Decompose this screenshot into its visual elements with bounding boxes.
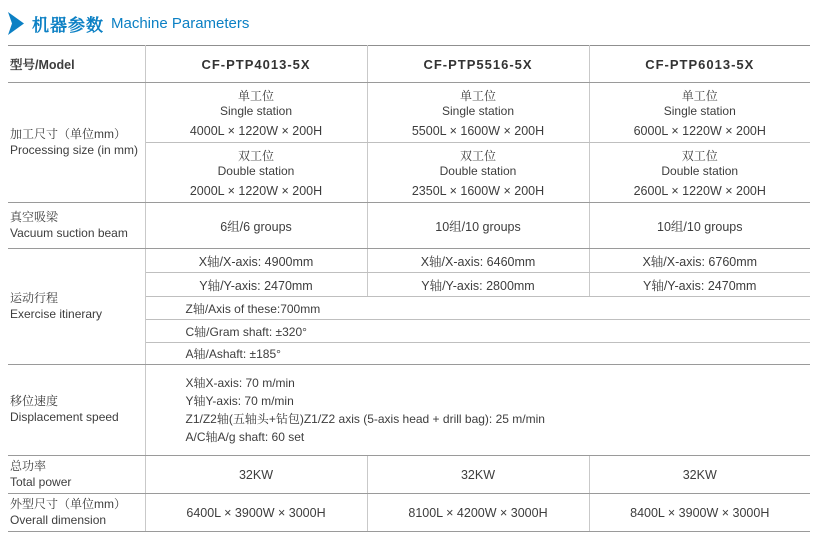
station-type-en: Single station — [219, 104, 293, 118]
x-axis-value: X轴/X-axis: 6760mm — [589, 249, 810, 273]
processing-size-label-en: Processing size (in mm) — [10, 142, 139, 157]
double-station-cell — [367, 143, 589, 203]
dimension-value: 8400L × 3900W × 3000H — [589, 494, 810, 532]
station-size-value: 4000L × 1220W × 200H — [189, 124, 323, 138]
travel-label-zh: 运动行程 — [10, 290, 59, 305]
station-type-zh: 单工位 — [681, 89, 718, 103]
model-name: CF-PTP4013-5X — [145, 46, 367, 83]
power-label-zh: 总功率 — [10, 458, 47, 473]
play-arrow-icon — [8, 12, 24, 35]
vacuum-label — [8, 203, 145, 249]
station-type-en: Single station — [441, 104, 515, 118]
vacuum-value: 10组/10 groups — [589, 203, 810, 249]
table-row-models — [8, 46, 810, 83]
single-station-cell — [589, 83, 810, 143]
station-type-zh: 单工位 — [459, 89, 496, 103]
power-value: 32KW — [145, 456, 367, 494]
displacement-label-zh: 移位速度 — [10, 394, 59, 409]
dimension-value: 6400L × 3900W × 3000H — [145, 494, 367, 532]
a-axis-value: A轴/Ashaft: ±185° — [145, 343, 810, 365]
station-size-value: 2000L × 1220W × 200H — [189, 184, 323, 198]
x-axis-value: X轴/X-axis: 4900mm — [145, 249, 367, 273]
table-row-vacuum — [8, 203, 810, 249]
table-row-single-station — [8, 83, 810, 143]
displacement-line: X轴X-axis: 70 m/min — [185, 376, 295, 390]
double-station-cell — [145, 143, 367, 203]
section-title-bar — [8, 10, 817, 36]
station-type-zh: 双工位 — [681, 149, 718, 163]
vacuum-value: 6组/6 groups — [145, 203, 367, 249]
table-row-x-axis — [8, 249, 810, 273]
vacuum-value: 10组/10 groups — [367, 203, 589, 249]
station-type-en: Double station — [661, 164, 739, 178]
section-title-zh: 机器参数 — [32, 15, 104, 35]
table-row-displacement — [8, 365, 810, 456]
section-title-en: Machine Parameters — [111, 14, 250, 32]
dimension-label-en: Overall dimension — [10, 512, 107, 527]
table-row-power — [8, 456, 810, 494]
vacuum-label-zh: 真空吸梁 — [10, 209, 59, 224]
c-axis-value: C轴/Gram shaft: ±320° — [145, 320, 810, 343]
dimension-value: 8100L × 4200W × 3000H — [367, 494, 589, 532]
displacement-line: A/C轴A/g shaft: 60 set — [185, 430, 305, 444]
displacement-line: Y轴Y-axis: 70 m/min — [185, 394, 294, 408]
power-value: 32KW — [589, 456, 810, 494]
travel-label — [8, 249, 145, 365]
station-size-value: 2350L × 1600W × 200H — [411, 184, 545, 198]
displacement-label-en: Displacement speed — [10, 410, 119, 424]
travel-label-en: Exercise itinerary — [10, 306, 103, 321]
station-type-zh: 单工位 — [237, 89, 274, 103]
table-row-dimension — [8, 494, 810, 532]
station-type-en: Double station — [439, 164, 517, 178]
power-label-en: Total power — [10, 474, 72, 489]
displacement-label — [8, 365, 145, 456]
single-station-cell — [367, 83, 589, 143]
z-axis-value: Z轴/Axis of these:700mm — [145, 297, 810, 320]
double-station-cell — [589, 143, 810, 203]
dimension-label — [8, 494, 145, 532]
station-type-zh: 双工位 — [459, 149, 496, 163]
station-type-en: Double station — [217, 164, 295, 178]
y-axis-value: Y轴/Y-axis: 2470mm — [589, 273, 810, 297]
station-type-zh: 双工位 — [237, 149, 274, 163]
y-axis-value: Y轴/Y-axis: 2470mm — [145, 273, 367, 297]
model-name: CF-PTP5516-5X — [367, 46, 589, 83]
processing-size-label — [8, 83, 145, 203]
model-row-label: 型号/Model — [8, 46, 145, 83]
single-station-cell — [145, 83, 367, 143]
y-axis-value: Y轴/Y-axis: 2800mm — [367, 273, 589, 297]
power-label — [8, 456, 145, 494]
displacement-line: Z1/Z2轴(五轴头+钻包)Z1/Z2 axis (5-axis head + drill bag): 25 m/min — [185, 412, 545, 426]
x-axis-value: X轴/X-axis: 6460mm — [367, 249, 589, 273]
station-size-value: 6000L × 1220W × 200H — [633, 124, 766, 138]
station-size-value: 2600L × 1220W × 200H — [633, 184, 766, 198]
processing-size-label-zh: 加工尺寸（单位mm） — [10, 126, 126, 141]
model-name: CF-PTP6013-5X — [589, 46, 810, 83]
station-size-value: 5500L × 1600W × 200H — [411, 124, 545, 138]
machine-parameters-table — [8, 45, 810, 532]
station-type-en: Single station — [663, 104, 736, 118]
power-value: 32KW — [367, 456, 589, 494]
dimension-label-zh: 外型尺寸（单位mm） — [10, 496, 126, 511]
vacuum-label-en: Vacuum suction beam — [10, 225, 128, 240]
displacement-values — [145, 365, 810, 456]
